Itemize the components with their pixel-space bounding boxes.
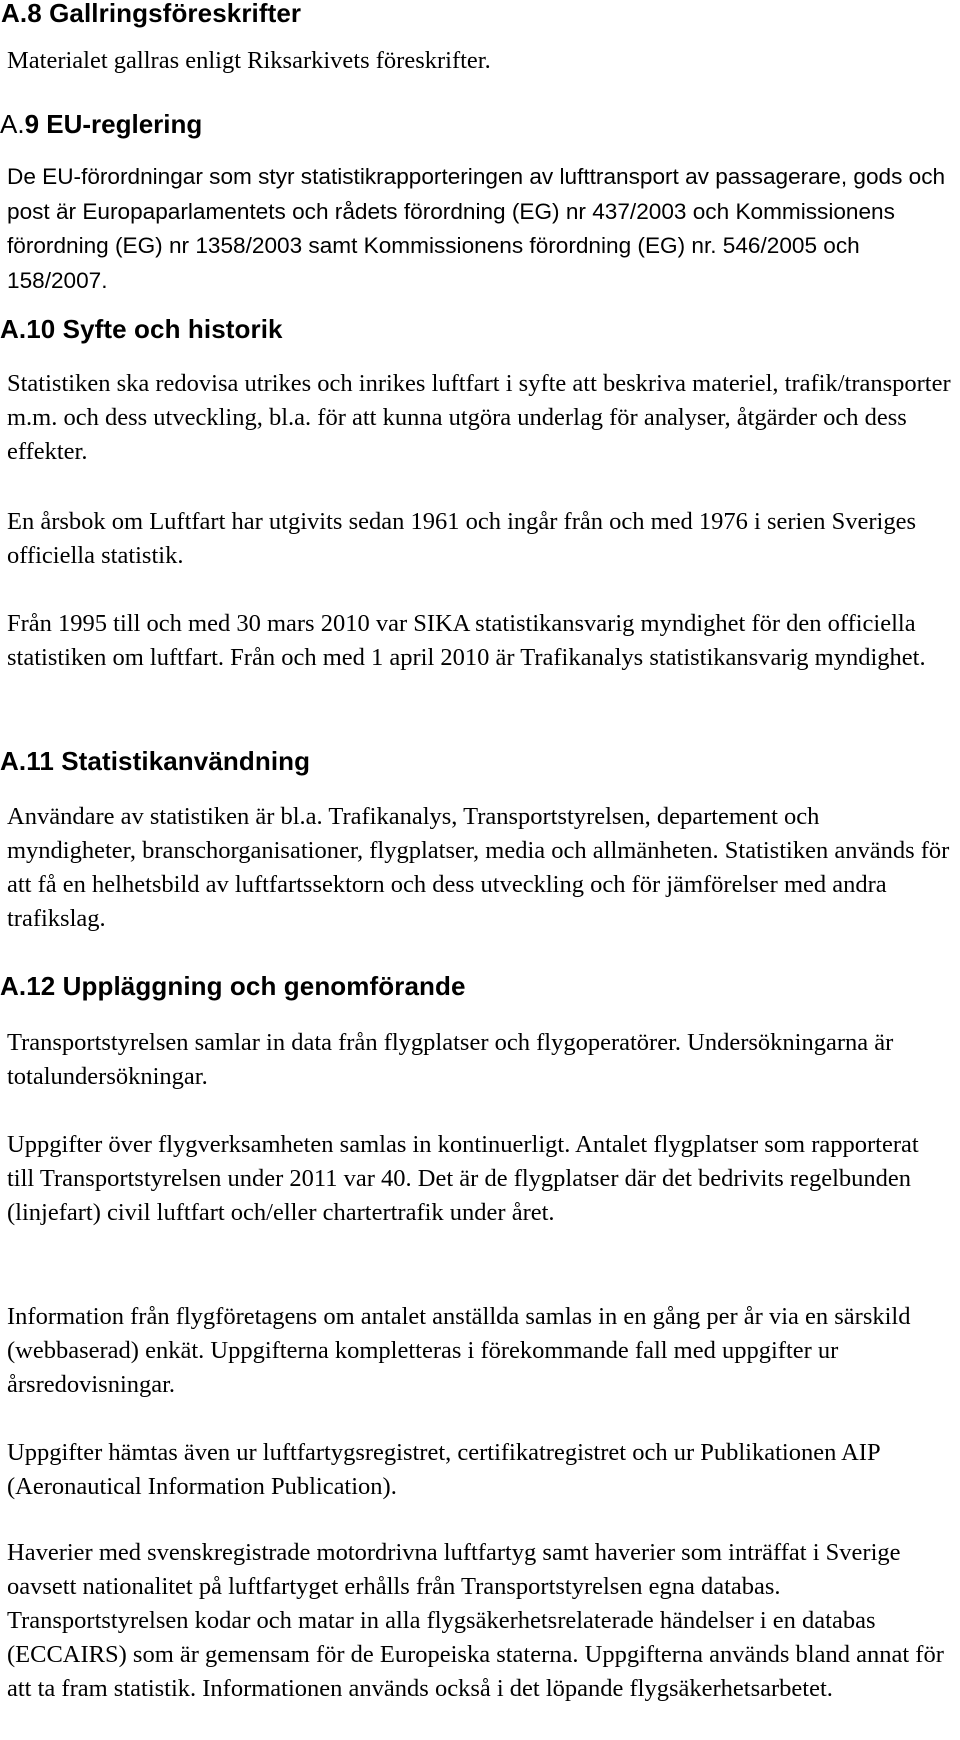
paragraph-gallring: Materialet gallras enligt Riksarkivets föreskrifter. [7,47,491,74]
section-heading-a11: A.11 Statistikanvändning [0,746,311,776]
paragraph-syfte: Statistiken ska redovisa utrikes och inrikes luftfart i syfte att beskriva materiel, trafik/transporter m.m. och dess utveckling, bl.a. för att kunna utgöra underlag för analyser, åtgärder och dess effekter. [7,370,951,465]
section-heading-a9 [0,108,202,140]
paragraph-eu-reglering: De EU-förordningar som styr statistikrapporteringen av lufttransport av passagerare, gods och post är Europaparlamentets och rådets förordning (EG) nr 437/2003 och Kommissionens förordning (EG) nr 1358/2003 samt Kommissionens förordning (EG) nr. 546/2005 och 158/2007. [7,164,946,293]
section-heading-a12: A.12 Uppläggning och genomförande [0,971,466,1001]
section-heading-a9-prefix: A. [0,109,25,139]
paragraph-haverier: Haverier med svenskregistrade motordrivna luftfartyg samt haverier som inträffat i Sverige oavsett nationalitet på luftfartyget erhålls från Transportstyrelsen egna databas. Transportstyrelsen kodar och matar in alla flygsäkerhetsrelaterade händelser i en databas (ECCAIRS) som är gemensam för de Europeiska staterna. Uppgifterna används bland annat för att ta fram statistik. Informationen används också i det löpande flygsäkerhetsarbetet. [7,1539,944,1702]
paragraph-flygforetag: Information från flygföretagens om antalet anställda samlas in en gång per år via en särskild (webbaserad) enkät. Uppgifterna kompletteras i förekommande fall med uppgifter ur årsredovisningar. [7,1303,911,1398]
section-heading-a10: A.10 Syfte och historik [0,314,283,344]
paragraph-datainsamling: Transportstyrelsen samlar in data från flygplatser och flygoperatörer. Undersökningarna är totalundersökningar. [7,1029,894,1090]
paragraph-sika: Från 1995 till och med 30 mars 2010 var SIKA statistikansvarig myndighet för den officiella statistiken om luftfart. Från och med 1 april 2010 är Trafikanalys statistikansvarig myndighet. [7,610,926,671]
paragraph-flygverksamhet: Uppgifter över flygverksamheten samlas in kontinuerligt. Antalet flygplatser som rapporterat till Transportstyrelsen under 2011 var 40. Det är de flygplatser där det bedrivits regelbunden (linjefart) civil luftfart och/eller chartertrafik under året. [7,1131,919,1226]
section-heading-a9-title: 9 EU-reglering [24,109,203,139]
paragraph-luftfartygsregister: Uppgifter hämtas även ur luftfartygsregistret, certifikatregistret och ur Publikationen AIP (Aeronautical Information Publication). [7,1439,880,1500]
paragraph-arsbok: En årsbok om Luftfart har utgivits sedan 1961 och ingår från och med 1976 i serien Sveriges officiella statistik. [7,508,916,569]
paragraph-statistikanvandning: Användare av statistiken är bl.a. Trafikanalys, Transportstyrelsen, departement och myndigheter, branschorganisationer, flygplatser, media och allmänheten. Statistiken används för att få en helhetsbild av luftfartssektorn och dess utveckling och för jämförelser med andra trafikslag. [7,803,950,932]
section-heading-a8: A.8 Gallringsföreskrifter [1,0,302,28]
